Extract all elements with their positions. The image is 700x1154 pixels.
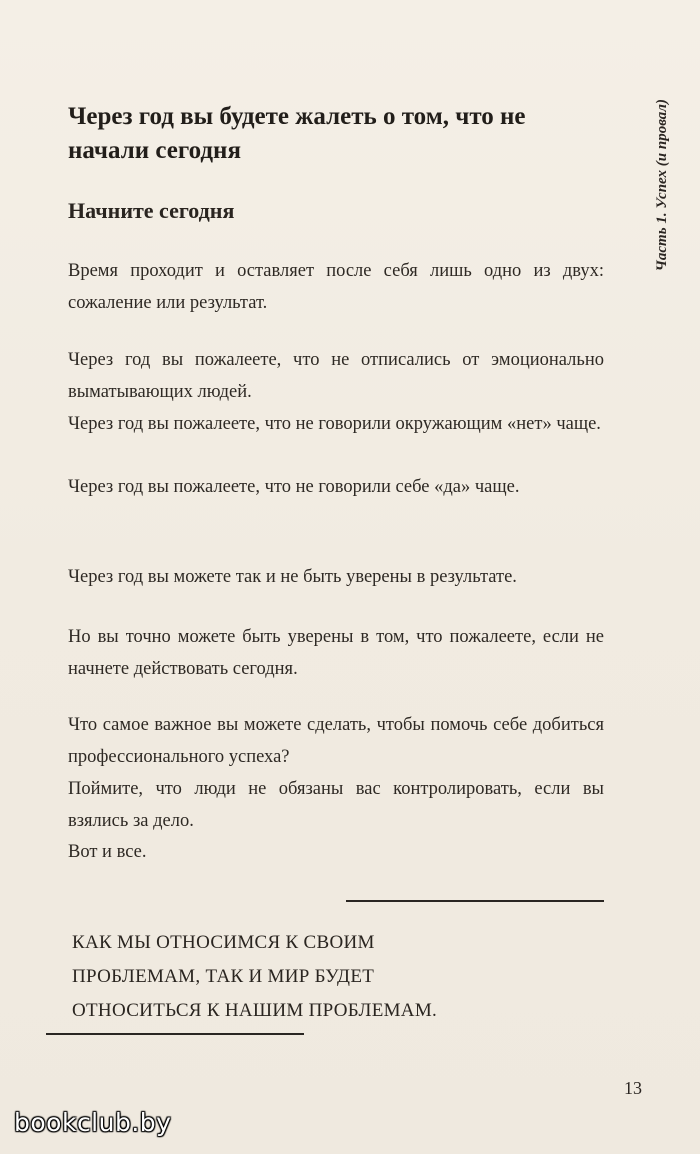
chapter-subheading: Начните сегодня [68, 198, 235, 223]
pull-quote-line: КАК МЫ ОТНОСИМСЯ К СВОИМ [72, 932, 375, 953]
paragraph: Через год вы пожалеете, что не говорили окружающим «нет» чаще. [68, 414, 601, 434]
running-header [650, 99, 674, 389]
quote-top-divider [346, 900, 604, 902]
pull-quote [72, 926, 542, 1028]
pull-quote-line: ОТНОСИТЬСЯ К НАШИМ ПРОБЛЕМАМ. [72, 1000, 438, 1021]
running-header-text: Часть 1. Успех (и провал) [654, 99, 670, 272]
paragraph: Что самое важное вы можете сделать, чтобы помочь себе добиться профессионального успеха? [68, 715, 604, 767]
paragraph: Через год вы пожалеете, что не говорили себе «да» чаще. [68, 477, 520, 497]
paragraph: Через год вы можете так и не быть уверены в результате. [68, 567, 517, 587]
chapter-heading: Через год вы будете жалеть о том, что не начали сегодня [68, 103, 526, 164]
paragraph: Через год вы пожалеете, что не отписались от эмоционально выматывающих людей. [68, 350, 604, 402]
paragraph: Поймите, что люди не обязаны вас контролировать, если вы взялись за дело. [68, 779, 604, 831]
paragraph: Но вы точно можете быть уверены в том, что пожалеете, если не начнете действовать сегодня. [68, 627, 604, 679]
watermark: bookclub.by [14, 1108, 172, 1137]
paragraph: Вот и все. [68, 842, 147, 862]
page-number: 13 [624, 1078, 642, 1098]
paragraph: Время проходит и оставляет после себя лишь одно из двух: сожаление или результат. [68, 261, 604, 313]
pull-quote-line: ПРОБЛЕМАМ, ТАК И МИР БУДЕТ [72, 966, 375, 987]
quote-bottom-divider [46, 1033, 304, 1035]
